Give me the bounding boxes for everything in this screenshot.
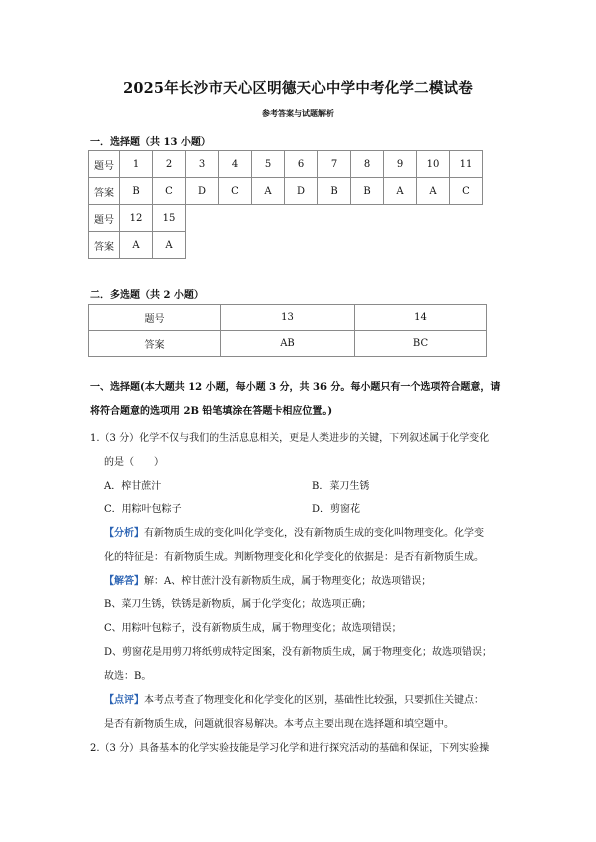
option-c: C．用粽叶包粽子 <box>104 504 182 515</box>
table-cell: 5 <box>252 151 285 178</box>
table-cell: B <box>120 178 153 205</box>
table-cell: 7 <box>318 151 351 178</box>
solution-line: D、剪窗花是用剪刀将纸剪成特定图案，没有新物质生成，属于物理变化；故选项错误； <box>104 647 493 658</box>
table-row <box>89 331 487 357</box>
table-cell: 14 <box>355 305 487 331</box>
table-cell: C <box>450 178 483 205</box>
table-cell: C <box>219 178 252 205</box>
table-row <box>89 151 483 178</box>
table-header-cell: 答案 <box>89 232 120 259</box>
table-cell: B <box>351 178 384 205</box>
comment-line <box>104 694 484 708</box>
page-subtitle: 参考答案与试题解析 <box>262 108 334 118</box>
option-a: A．榨甘蔗汁 <box>104 481 162 492</box>
instruction-line: 将符合题意的选项用 2B 铅笔填涂在答题卡相应位置。) <box>90 406 333 417</box>
table-cell: 6 <box>285 151 318 178</box>
solution-line: 故选：B。 <box>104 671 152 682</box>
question-2-stem: 2.（3 分）具备基本的化学实验技能是学习化学和进行探究活动的基础和保证，下列实验操 <box>90 743 490 754</box>
analysis-line: 化的特征是：有新物质生成。判断物理变化和化学变化的依据是：是否有新物质生成。 <box>104 552 484 563</box>
comment-text: 本考点考查了物理变化和化学变化的区别，基础性比较强，只要抓住关键点： <box>144 695 484 706</box>
table-cell: 13 <box>221 305 355 331</box>
table-blank <box>186 205 483 232</box>
page-title: 2025年长沙市天心区明德天心中学中考化学二模试卷 <box>123 80 473 97</box>
table-cell: 3 <box>186 151 219 178</box>
analysis-text: 有新物质生成的变化叫化学变化，没有新物质生成的变化叫物理变化。化学变 <box>144 528 484 539</box>
table-cell: 9 <box>384 151 417 178</box>
table-cell: D <box>285 178 318 205</box>
table-cell: 4 <box>219 151 252 178</box>
table-cell: 2 <box>153 151 186 178</box>
table-row <box>89 305 487 331</box>
solution-tag: 【解答】 <box>104 576 144 587</box>
table-cell: D <box>186 178 219 205</box>
solution-line <box>104 575 431 589</box>
table-header-cell: 题号 <box>89 205 120 232</box>
table-cell: A <box>417 178 450 205</box>
table-cell: A <box>153 232 186 259</box>
question-1-stem: 的是（ ） <box>104 457 164 468</box>
table-blank <box>186 232 483 259</box>
table-header-cell: 题号 <box>89 305 221 331</box>
answer-table-choice <box>88 150 483 259</box>
table-row <box>89 178 483 205</box>
table-cell: B <box>318 178 351 205</box>
comment-tag: 【点评】 <box>104 695 144 706</box>
table-cell: AB <box>221 331 355 357</box>
solution-line: B、菜刀生锈，铁锈是新物质，属于化学变化；故选项正确； <box>104 599 372 610</box>
table-header-cell: 答案 <box>89 331 221 357</box>
table-cell: C <box>153 178 186 205</box>
table-cell: 8 <box>351 151 384 178</box>
analysis-tag: 【分析】 <box>104 528 144 539</box>
table-cell: 11 <box>450 151 483 178</box>
option-d: D．剪窗花 <box>312 504 361 515</box>
table-cell: A <box>120 232 153 259</box>
table-cell: A <box>252 178 285 205</box>
solution-line: C、用粽叶包粽子，没有新物质生成，属于物理变化；故选项错误； <box>104 623 402 634</box>
table-cell: A <box>384 178 417 205</box>
table-header-cell: 答案 <box>89 178 120 205</box>
answer-table-multi <box>88 304 487 357</box>
comment-line: 是否有新物质生成，问题就很容易解决。本考点主要出现在选择题和填空题中。 <box>104 719 454 730</box>
table-header-cell: 题号 <box>89 151 120 178</box>
question-1-stem: 1.（3 分）化学不仅与我们的生活息息相关，更是人类进步的关键，下列叙述属于化学变化 <box>90 433 490 444</box>
analysis-line <box>104 527 484 541</box>
table-cell: 1 <box>120 151 153 178</box>
option-b: B．菜刀生锈 <box>312 481 370 492</box>
table-row <box>89 205 483 232</box>
solution-text: 解：A、榨甘蔗汁没有新物质生成，属于物理变化；故选项错误； <box>144 576 432 587</box>
table-cell: 15 <box>153 205 186 232</box>
table-cell: BC <box>355 331 487 357</box>
table-cell: 12 <box>120 205 153 232</box>
section-heading-multi: 二．多选题（共 2 小题） <box>90 290 204 301</box>
instruction-line: 一、选择题(本大题共 12 小题，每小题 3 分，共 36 分。每小题只有一个选项符合题意，请 <box>90 382 501 393</box>
table-cell: 10 <box>417 151 450 178</box>
table-row <box>89 232 483 259</box>
section-heading-choice: 一．选择题（共 13 小题） <box>90 137 211 148</box>
